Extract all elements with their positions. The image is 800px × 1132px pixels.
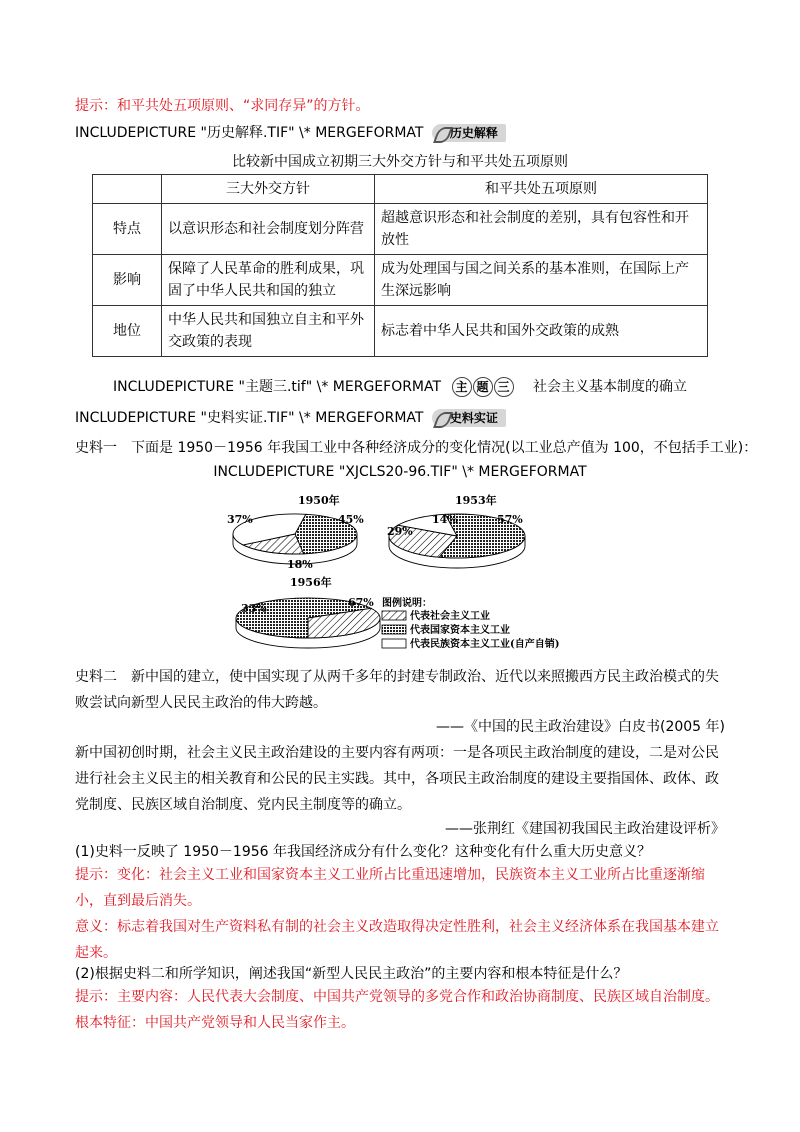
include-field-1 xyxy=(75,123,506,143)
source-1-text: 史料一 下面是 1950－1956 年我国工业中各种经济成分的变化情况(以工业总产值为 100，不包括手工业)： xyxy=(75,440,758,456)
table-cell: 成为处理国与国之间关系的基本准则，在国际上产生深远影响 xyxy=(375,255,708,306)
table-header-row xyxy=(93,175,708,204)
seal-char: 题 xyxy=(473,377,493,397)
history-explanation-badge: 历史解释 xyxy=(432,124,506,142)
theme-title: 社会主义基本制度的确立 xyxy=(532,379,687,395)
legend-swatch xyxy=(382,625,406,634)
answer-1-change: 提示：变化：社会主义工业和国家资本主义工业所占比重迅速增加，民族资本主义工业所占比重逐渐缩小，直到最后消失。 xyxy=(75,867,705,909)
legend-swatch xyxy=(382,611,406,620)
slice-label: 45% xyxy=(338,513,364,526)
row-label: 影响 xyxy=(93,255,162,306)
answer-1-meaning: 意义：标志着我国对生产资料私有制的社会主义改造取得决定性胜利，社会主义经济体系在我国基本建立起来。 xyxy=(75,919,719,961)
row-label: 地位 xyxy=(93,306,162,357)
include-field-4: INCLUDEPICTURE "XJCLS20-96.TIF" \* MERGEFORMAT xyxy=(213,464,587,480)
source-2-citation-2: ——张荆红《建国初我国民主政治建设评析》 xyxy=(445,821,725,837)
theme-seal xyxy=(452,377,515,397)
header-cell: 和平共处五项原则 xyxy=(375,175,708,204)
legend-label: 代表社会主义工业 xyxy=(410,611,490,622)
table-cell: 标志着中华人民共和国外交政策的成熟 xyxy=(375,306,708,357)
chart-title: 1953年 xyxy=(455,494,497,507)
source-2-citation-1: ——《中国的民主政治建设》白皮书(2005 年) xyxy=(435,719,725,735)
comparison-table xyxy=(92,174,708,357)
slice-label: 18% xyxy=(287,558,313,571)
question-2: (2)根据史料二和所学知识，阐述我国“新型人民民主政治”的主要内容和根本特征是什么？ xyxy=(75,966,628,982)
seal-char: 主 xyxy=(452,377,472,397)
slice-label: 37% xyxy=(227,513,253,526)
slice-label: 33% xyxy=(241,602,267,615)
chart-title: 1950年 xyxy=(298,494,340,507)
seal-char: 三 xyxy=(494,377,514,397)
table-row xyxy=(93,255,708,306)
table-cell: 超越意识形态和社会制度的差别，具有包容性和开放性 xyxy=(375,204,708,255)
source-2-paragraph-1: 史料二 新中国的建立，使中国实现了从两千多年的封建专制政治、近代以来照搬西方民主政治模式的失败尝试向新型人民民主政治的伟大跨越。 xyxy=(75,669,719,711)
row-label: 特点 xyxy=(93,204,162,255)
chart-title: 1956年 xyxy=(290,576,332,589)
slice-label: 29% xyxy=(387,525,413,538)
table-title: 比较新中国成立初期三大外交方针与和平共处五项原则 xyxy=(232,154,568,170)
include-code: INCLUDEPICTURE "历史解释.TIF" \* MERGEFORMAT xyxy=(75,125,424,141)
source-2-paragraph-2: 新中国初创时期，社会主义民主政治建设的主要内容有两项：一是各项民主政治制度的建设，二是对公民进行社会主义民主的相关教育和公民的民主实践。其中，各项民主政治制度的建设主要指国体、政体、政党制度、民族区域自治制度、党内民主制度等的确立。 xyxy=(75,745,719,813)
slice-label: 67% xyxy=(348,596,374,609)
legend-swatch xyxy=(382,639,406,648)
table-row xyxy=(93,306,708,357)
table-cell: 中华人民共和国独立自主和平外交政策的表现 xyxy=(162,306,375,357)
question-1: (1)史料一反映了 1950－1956 年我国经济成分有什么变化？这种变化有什么重大历史意义？ xyxy=(75,844,651,860)
include-code: INCLUDEPICTURE "主题三.tif" \* MERGEFORMAT xyxy=(113,379,442,395)
table-cell: 保障了人民革命的胜利成果，巩固了中华人民共和国的独立 xyxy=(162,255,375,306)
answer-2: 提示：主要内容：人民代表大会制度、中国共产党领导的多党合作和政治协商制度、民族区域自治制度。根本特征：中国共产党领导和人民当家作主。 xyxy=(75,989,719,1031)
header-cell: 三大外交方针 xyxy=(162,175,375,204)
legend-label: 代表民族资本主义工业(自产自销) xyxy=(410,639,560,650)
evidence-badge: 史料实证 xyxy=(432,409,506,427)
theme-heading xyxy=(0,376,800,397)
legend-label: 代表国家资本主义工业 xyxy=(410,625,510,636)
include-code: INCLUDEPICTURE "史料实证.TIF" \* MERGEFORMAT xyxy=(75,410,424,426)
include-field-3 xyxy=(75,408,506,428)
header-cell xyxy=(93,175,162,204)
slice-label: 57% xyxy=(497,513,523,526)
pie-chart-figure xyxy=(225,486,595,666)
table-cell: 以意识形态和社会制度划分阵营 xyxy=(162,204,375,255)
slice-label: 14% xyxy=(432,513,458,526)
table-row xyxy=(93,204,708,255)
hint-text: 提示：和平共处五项原则、“求同存异”的方针。 xyxy=(75,98,370,114)
legend-title: 图例说明： xyxy=(382,598,432,609)
